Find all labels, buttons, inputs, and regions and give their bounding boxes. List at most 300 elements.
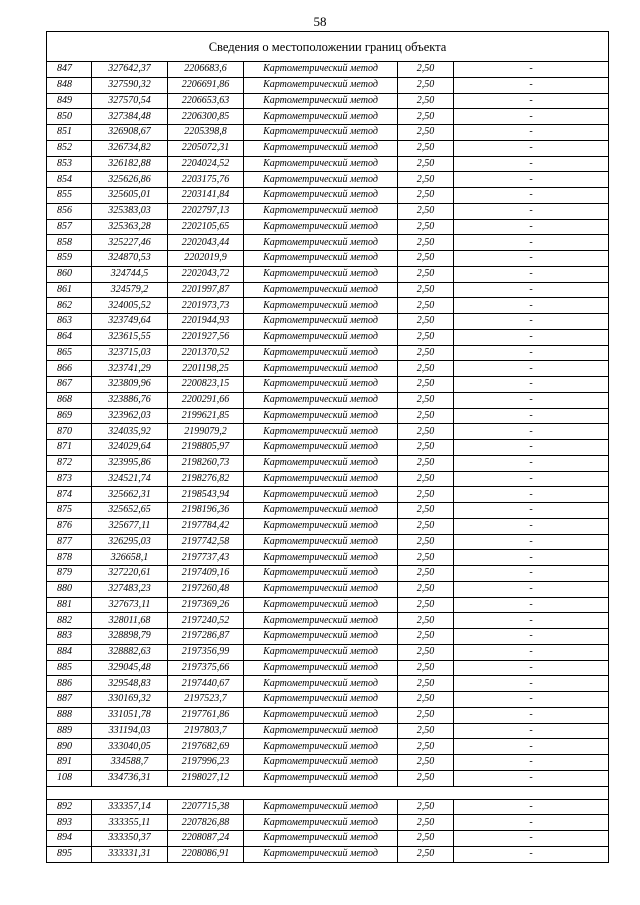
point-number-cell: 877 bbox=[47, 534, 92, 550]
table-row bbox=[47, 581, 609, 597]
method-cell: Картометрический метод bbox=[244, 770, 398, 786]
x-coordinate-cell: 331194,03 bbox=[92, 723, 168, 739]
boundary-coordinates-table bbox=[46, 31, 609, 863]
accuracy-cell: 2,50 bbox=[398, 815, 454, 831]
description-cell: - bbox=[454, 629, 609, 645]
point-number-cell: 887 bbox=[47, 692, 92, 708]
table-row bbox=[47, 314, 609, 330]
accuracy-cell: 2,50 bbox=[398, 799, 454, 815]
accuracy-cell: 2,50 bbox=[398, 156, 454, 172]
method-cell: Картометрический метод bbox=[244, 815, 398, 831]
table-row bbox=[47, 566, 609, 582]
point-number-cell: 876 bbox=[47, 518, 92, 534]
point-number-cell: 889 bbox=[47, 723, 92, 739]
point-number-cell: 872 bbox=[47, 455, 92, 471]
table-row bbox=[47, 846, 609, 862]
accuracy-cell: 2,50 bbox=[398, 707, 454, 723]
y-coordinate-cell: 2197375,66 bbox=[168, 660, 244, 676]
page-number: 58 bbox=[313, 14, 327, 29]
accuracy-cell: 2,50 bbox=[398, 408, 454, 424]
table-row bbox=[47, 235, 609, 251]
method-cell: Картометрический метод bbox=[244, 125, 398, 141]
description-cell: - bbox=[454, 723, 609, 739]
x-coordinate-cell: 323741,29 bbox=[92, 361, 168, 377]
y-coordinate-cell: 2199621,85 bbox=[168, 408, 244, 424]
method-cell: Картометрический метод bbox=[244, 581, 398, 597]
y-coordinate-cell: 2203141,84 bbox=[168, 188, 244, 204]
method-cell: Картометрический метод bbox=[244, 629, 398, 645]
point-number-cell: 874 bbox=[47, 487, 92, 503]
method-cell: Картометрический метод bbox=[244, 518, 398, 534]
accuracy-cell: 2,50 bbox=[398, 235, 454, 251]
description-cell: - bbox=[454, 692, 609, 708]
method-cell: Картометрический метод bbox=[244, 676, 398, 692]
point-number-cell: 847 bbox=[47, 62, 92, 78]
method-cell: Картометрический метод bbox=[244, 235, 398, 251]
x-coordinate-cell: 326182,88 bbox=[92, 156, 168, 172]
method-cell: Картометрический метод bbox=[244, 503, 398, 519]
description-cell: - bbox=[454, 203, 609, 219]
table-row bbox=[47, 329, 609, 345]
description-cell: - bbox=[454, 471, 609, 487]
method-cell: Картометрический метод bbox=[244, 282, 398, 298]
table-row bbox=[47, 534, 609, 550]
table-row bbox=[47, 644, 609, 660]
method-cell: Картометрический метод bbox=[244, 392, 398, 408]
x-coordinate-cell: 325605,01 bbox=[92, 188, 168, 204]
y-coordinate-cell: 2198027,12 bbox=[168, 770, 244, 786]
point-number-cell: 108 bbox=[47, 770, 92, 786]
description-cell: - bbox=[454, 597, 609, 613]
accuracy-cell: 2,50 bbox=[398, 692, 454, 708]
y-coordinate-cell: 2197784,42 bbox=[168, 518, 244, 534]
x-coordinate-cell: 326658,1 bbox=[92, 550, 168, 566]
table-row bbox=[47, 503, 609, 519]
point-number-cell: 892 bbox=[47, 799, 92, 815]
description-cell: - bbox=[454, 219, 609, 235]
x-coordinate-cell: 325652,65 bbox=[92, 503, 168, 519]
accuracy-cell: 2,50 bbox=[398, 550, 454, 566]
method-cell: Картометрический метод bbox=[244, 251, 398, 267]
table-row bbox=[47, 692, 609, 708]
point-number-cell: 886 bbox=[47, 676, 92, 692]
accuracy-cell: 2,50 bbox=[398, 629, 454, 645]
point-number-cell: 850 bbox=[47, 109, 92, 125]
description-cell: - bbox=[454, 770, 609, 786]
method-cell: Картометрический метод bbox=[244, 219, 398, 235]
description-cell: - bbox=[454, 487, 609, 503]
description-cell: - bbox=[454, 392, 609, 408]
point-number-cell: 852 bbox=[47, 140, 92, 156]
y-coordinate-cell: 2206300,85 bbox=[168, 109, 244, 125]
y-coordinate-cell: 2197742,58 bbox=[168, 534, 244, 550]
description-cell: - bbox=[454, 361, 609, 377]
table-row bbox=[47, 251, 609, 267]
x-coordinate-cell: 333355,11 bbox=[92, 815, 168, 831]
x-coordinate-cell: 324521,74 bbox=[92, 471, 168, 487]
method-cell: Картометрический метод bbox=[244, 156, 398, 172]
method-cell: Картометрический метод bbox=[244, 440, 398, 456]
table-row bbox=[47, 188, 609, 204]
table-row bbox=[47, 723, 609, 739]
method-cell: Картометрический метод bbox=[244, 613, 398, 629]
method-cell: Картометрический метод bbox=[244, 455, 398, 471]
y-coordinate-cell: 2197260,48 bbox=[168, 581, 244, 597]
method-cell: Картометрический метод bbox=[244, 424, 398, 440]
y-coordinate-cell: 2197682,69 bbox=[168, 739, 244, 755]
accuracy-cell: 2,50 bbox=[398, 518, 454, 534]
method-cell: Картометрический метод bbox=[244, 266, 398, 282]
description-cell: - bbox=[454, 329, 609, 345]
point-number-cell: 862 bbox=[47, 298, 92, 314]
point-number-cell: 851 bbox=[47, 125, 92, 141]
point-number-cell: 881 bbox=[47, 597, 92, 613]
accuracy-cell: 2,50 bbox=[398, 755, 454, 771]
y-coordinate-cell: 2203175,76 bbox=[168, 172, 244, 188]
method-cell: Картометрический метод bbox=[244, 361, 398, 377]
point-number-cell: 875 bbox=[47, 503, 92, 519]
x-coordinate-cell: 323995,86 bbox=[92, 455, 168, 471]
accuracy-cell: 2,50 bbox=[398, 503, 454, 519]
description-cell: - bbox=[454, 140, 609, 156]
y-coordinate-cell: 2197356,99 bbox=[168, 644, 244, 660]
x-coordinate-cell: 333331,31 bbox=[92, 846, 168, 862]
description-cell: - bbox=[454, 314, 609, 330]
y-coordinate-cell: 2197286,87 bbox=[168, 629, 244, 645]
y-coordinate-cell: 2201370,52 bbox=[168, 345, 244, 361]
y-coordinate-cell: 2205398,8 bbox=[168, 125, 244, 141]
description-cell: - bbox=[454, 93, 609, 109]
x-coordinate-cell: 327590,32 bbox=[92, 77, 168, 93]
accuracy-cell: 2,50 bbox=[398, 471, 454, 487]
table-row bbox=[47, 361, 609, 377]
y-coordinate-cell: 2201944,93 bbox=[168, 314, 244, 330]
point-number-cell: 867 bbox=[47, 377, 92, 393]
x-coordinate-cell: 327483,23 bbox=[92, 581, 168, 597]
method-cell: Картометрический метод bbox=[244, 534, 398, 550]
y-coordinate-cell: 2205072,31 bbox=[168, 140, 244, 156]
accuracy-cell: 2,50 bbox=[398, 831, 454, 847]
y-coordinate-cell: 2208086,91 bbox=[168, 846, 244, 862]
x-coordinate-cell: 334736,31 bbox=[92, 770, 168, 786]
point-number-cell: 884 bbox=[47, 644, 92, 660]
point-number-cell: 879 bbox=[47, 566, 92, 582]
table-row bbox=[47, 550, 609, 566]
point-number-cell: 871 bbox=[47, 440, 92, 456]
table-row bbox=[47, 392, 609, 408]
x-coordinate-cell: 323715,03 bbox=[92, 345, 168, 361]
method-cell: Картометрический метод bbox=[244, 846, 398, 862]
accuracy-cell: 2,50 bbox=[398, 251, 454, 267]
point-number-cell: 890 bbox=[47, 739, 92, 755]
point-number-cell: 857 bbox=[47, 219, 92, 235]
point-number-cell: 853 bbox=[47, 156, 92, 172]
description-cell: - bbox=[454, 660, 609, 676]
y-coordinate-cell: 2202105,65 bbox=[168, 219, 244, 235]
description-cell: - bbox=[454, 62, 609, 78]
x-coordinate-cell: 325662,31 bbox=[92, 487, 168, 503]
method-cell: Картометрический метод bbox=[244, 739, 398, 755]
description-cell: - bbox=[454, 156, 609, 172]
description-cell: - bbox=[454, 518, 609, 534]
y-coordinate-cell: 2198196,36 bbox=[168, 503, 244, 519]
x-coordinate-cell: 325677,11 bbox=[92, 518, 168, 534]
point-number-cell: 885 bbox=[47, 660, 92, 676]
table-gap-row bbox=[47, 786, 609, 799]
y-coordinate-cell: 2197440,67 bbox=[168, 676, 244, 692]
y-coordinate-cell: 2197523,7 bbox=[168, 692, 244, 708]
accuracy-cell: 2,50 bbox=[398, 266, 454, 282]
table-row bbox=[47, 629, 609, 645]
x-coordinate-cell: 325383,03 bbox=[92, 203, 168, 219]
table-row bbox=[47, 597, 609, 613]
point-number-cell: 848 bbox=[47, 77, 92, 93]
x-coordinate-cell: 333040,05 bbox=[92, 739, 168, 755]
accuracy-cell: 2,50 bbox=[398, 424, 454, 440]
description-cell: - bbox=[454, 550, 609, 566]
method-cell: Картометрический метод bbox=[244, 831, 398, 847]
table-row bbox=[47, 487, 609, 503]
method-cell: Картометрический метод bbox=[244, 77, 398, 93]
y-coordinate-cell: 2198543,94 bbox=[168, 487, 244, 503]
point-number-cell: 891 bbox=[47, 755, 92, 771]
method-cell: Картометрический метод bbox=[244, 644, 398, 660]
method-cell: Картометрический метод bbox=[244, 566, 398, 582]
method-cell: Картометрический метод bbox=[244, 660, 398, 676]
point-number-cell: 858 bbox=[47, 235, 92, 251]
y-coordinate-cell: 2197737,43 bbox=[168, 550, 244, 566]
accuracy-cell: 2,50 bbox=[398, 739, 454, 755]
description-cell: - bbox=[454, 251, 609, 267]
accuracy-cell: 2,50 bbox=[398, 298, 454, 314]
point-number-cell: 873 bbox=[47, 471, 92, 487]
method-cell: Картометрический метод bbox=[244, 329, 398, 345]
point-number-cell: 866 bbox=[47, 361, 92, 377]
accuracy-cell: 2,50 bbox=[398, 566, 454, 582]
method-cell: Картометрический метод bbox=[244, 140, 398, 156]
y-coordinate-cell: 2208087,24 bbox=[168, 831, 244, 847]
x-coordinate-cell: 324029,64 bbox=[92, 440, 168, 456]
x-coordinate-cell: 333357,14 bbox=[92, 799, 168, 815]
point-number-cell: 864 bbox=[47, 329, 92, 345]
description-cell: - bbox=[454, 125, 609, 141]
description-cell: - bbox=[454, 755, 609, 771]
table-row bbox=[47, 471, 609, 487]
table-row bbox=[47, 455, 609, 471]
method-cell: Картометрический метод bbox=[244, 203, 398, 219]
description-cell: - bbox=[454, 188, 609, 204]
method-cell: Картометрический метод bbox=[244, 345, 398, 361]
y-coordinate-cell: 2197803,7 bbox=[168, 723, 244, 739]
table-title-row bbox=[47, 32, 609, 62]
y-coordinate-cell: 2202043,44 bbox=[168, 235, 244, 251]
method-cell: Картометрический метод bbox=[244, 597, 398, 613]
table-row bbox=[47, 831, 609, 847]
y-coordinate-cell: 2197240,52 bbox=[168, 613, 244, 629]
point-number-cell: 865 bbox=[47, 345, 92, 361]
y-coordinate-cell: 2200291,66 bbox=[168, 392, 244, 408]
method-cell: Картометрический метод bbox=[244, 377, 398, 393]
point-number-cell: 893 bbox=[47, 815, 92, 831]
method-cell: Картометрический метод bbox=[244, 93, 398, 109]
description-cell: - bbox=[454, 235, 609, 251]
x-coordinate-cell: 325626,86 bbox=[92, 172, 168, 188]
method-cell: Картометрический метод bbox=[244, 487, 398, 503]
y-coordinate-cell: 2197996,23 bbox=[168, 755, 244, 771]
x-coordinate-cell: 329548,83 bbox=[92, 676, 168, 692]
table-gap-cell bbox=[47, 786, 609, 799]
table-row bbox=[47, 156, 609, 172]
point-number-cell: 859 bbox=[47, 251, 92, 267]
y-coordinate-cell: 2197409,16 bbox=[168, 566, 244, 582]
description-cell: - bbox=[454, 408, 609, 424]
y-coordinate-cell: 2206691,86 bbox=[168, 77, 244, 93]
table-row bbox=[47, 125, 609, 141]
accuracy-cell: 2,50 bbox=[398, 140, 454, 156]
method-cell: Картометрический метод bbox=[244, 298, 398, 314]
x-coordinate-cell: 334588,7 bbox=[92, 755, 168, 771]
x-coordinate-cell: 328011,68 bbox=[92, 613, 168, 629]
y-coordinate-cell: 2198260,73 bbox=[168, 455, 244, 471]
point-number-cell: 888 bbox=[47, 707, 92, 723]
method-cell: Картометрический метод bbox=[244, 550, 398, 566]
description-cell: - bbox=[454, 676, 609, 692]
point-number-cell: 856 bbox=[47, 203, 92, 219]
accuracy-cell: 2,50 bbox=[398, 660, 454, 676]
description-cell: - bbox=[454, 799, 609, 815]
point-number-cell: 854 bbox=[47, 172, 92, 188]
accuracy-cell: 2,50 bbox=[398, 361, 454, 377]
x-coordinate-cell: 326295,03 bbox=[92, 534, 168, 550]
description-cell: - bbox=[454, 282, 609, 298]
point-number-cell: 894 bbox=[47, 831, 92, 847]
accuracy-cell: 2,50 bbox=[398, 329, 454, 345]
y-coordinate-cell: 2202797,13 bbox=[168, 203, 244, 219]
description-cell: - bbox=[454, 424, 609, 440]
y-coordinate-cell: 2201997,87 bbox=[168, 282, 244, 298]
accuracy-cell: 2,50 bbox=[398, 109, 454, 125]
description-cell: - bbox=[454, 739, 609, 755]
accuracy-cell: 2,50 bbox=[398, 282, 454, 298]
description-cell: - bbox=[454, 172, 609, 188]
y-coordinate-cell: 2207715,38 bbox=[168, 799, 244, 815]
description-cell: - bbox=[454, 298, 609, 314]
accuracy-cell: 2,50 bbox=[398, 644, 454, 660]
y-coordinate-cell: 2206683,6 bbox=[168, 62, 244, 78]
x-coordinate-cell: 327570,54 bbox=[92, 93, 168, 109]
point-number-cell: 882 bbox=[47, 613, 92, 629]
accuracy-cell: 2,50 bbox=[398, 723, 454, 739]
description-cell: - bbox=[454, 613, 609, 629]
method-cell: Картометрический метод bbox=[244, 109, 398, 125]
accuracy-cell: 2,50 bbox=[398, 770, 454, 786]
accuracy-cell: 2,50 bbox=[398, 77, 454, 93]
description-cell: - bbox=[454, 109, 609, 125]
accuracy-cell: 2,50 bbox=[398, 676, 454, 692]
method-cell: Картометрический метод bbox=[244, 755, 398, 771]
table-row bbox=[47, 298, 609, 314]
point-number-cell: 878 bbox=[47, 550, 92, 566]
accuracy-cell: 2,50 bbox=[398, 203, 454, 219]
accuracy-cell: 2,50 bbox=[398, 377, 454, 393]
description-cell: - bbox=[454, 345, 609, 361]
y-coordinate-cell: 2199079,2 bbox=[168, 424, 244, 440]
x-coordinate-cell: 325363,28 bbox=[92, 219, 168, 235]
accuracy-cell: 2,50 bbox=[398, 613, 454, 629]
description-cell: - bbox=[454, 644, 609, 660]
x-coordinate-cell: 330169,32 bbox=[92, 692, 168, 708]
y-coordinate-cell: 2200823,15 bbox=[168, 377, 244, 393]
x-coordinate-cell: 327673,11 bbox=[92, 597, 168, 613]
table-row bbox=[47, 799, 609, 815]
accuracy-cell: 2,50 bbox=[398, 597, 454, 613]
description-cell: - bbox=[454, 377, 609, 393]
table-row bbox=[47, 755, 609, 771]
table-row bbox=[47, 440, 609, 456]
y-coordinate-cell: 2198805,97 bbox=[168, 440, 244, 456]
method-cell: Картометрический метод bbox=[244, 314, 398, 330]
table-row bbox=[47, 266, 609, 282]
x-coordinate-cell: 323749,64 bbox=[92, 314, 168, 330]
x-coordinate-cell: 329045,48 bbox=[92, 660, 168, 676]
description-cell: - bbox=[454, 455, 609, 471]
point-number-cell: 895 bbox=[47, 846, 92, 862]
table-row bbox=[47, 77, 609, 93]
accuracy-cell: 2,50 bbox=[398, 846, 454, 862]
x-coordinate-cell: 328898,79 bbox=[92, 629, 168, 645]
point-number-cell: 869 bbox=[47, 408, 92, 424]
accuracy-cell: 2,50 bbox=[398, 314, 454, 330]
table-row bbox=[47, 408, 609, 424]
table-row bbox=[47, 660, 609, 676]
accuracy-cell: 2,50 bbox=[398, 125, 454, 141]
x-coordinate-cell: 333350,37 bbox=[92, 831, 168, 847]
accuracy-cell: 2,50 bbox=[398, 188, 454, 204]
x-coordinate-cell: 328882,63 bbox=[92, 644, 168, 660]
table-row bbox=[47, 739, 609, 755]
x-coordinate-cell: 323615,55 bbox=[92, 329, 168, 345]
y-coordinate-cell: 2201198,25 bbox=[168, 361, 244, 377]
description-cell: - bbox=[454, 707, 609, 723]
table-row bbox=[47, 282, 609, 298]
description-cell: - bbox=[454, 581, 609, 597]
x-coordinate-cell: 323809,96 bbox=[92, 377, 168, 393]
accuracy-cell: 2,50 bbox=[398, 62, 454, 78]
method-cell: Картометрический метод bbox=[244, 799, 398, 815]
method-cell: Картометрический метод bbox=[244, 62, 398, 78]
accuracy-cell: 2,50 bbox=[398, 581, 454, 597]
y-coordinate-cell: 2206653,63 bbox=[168, 93, 244, 109]
point-number-cell: 861 bbox=[47, 282, 92, 298]
table-row bbox=[47, 219, 609, 235]
x-coordinate-cell: 323886,76 bbox=[92, 392, 168, 408]
accuracy-cell: 2,50 bbox=[398, 219, 454, 235]
description-cell: - bbox=[454, 831, 609, 847]
table-row bbox=[47, 377, 609, 393]
table-row bbox=[47, 815, 609, 831]
method-cell: Картометрический метод bbox=[244, 707, 398, 723]
y-coordinate-cell: 2197369,26 bbox=[168, 597, 244, 613]
method-cell: Картометрический метод bbox=[244, 471, 398, 487]
accuracy-cell: 2,50 bbox=[398, 392, 454, 408]
x-coordinate-cell: 325227,46 bbox=[92, 235, 168, 251]
accuracy-cell: 2,50 bbox=[398, 345, 454, 361]
table-row bbox=[47, 109, 609, 125]
method-cell: Картометрический метод bbox=[244, 692, 398, 708]
accuracy-cell: 2,50 bbox=[398, 534, 454, 550]
point-number-cell: 868 bbox=[47, 392, 92, 408]
x-coordinate-cell: 327220,61 bbox=[92, 566, 168, 582]
